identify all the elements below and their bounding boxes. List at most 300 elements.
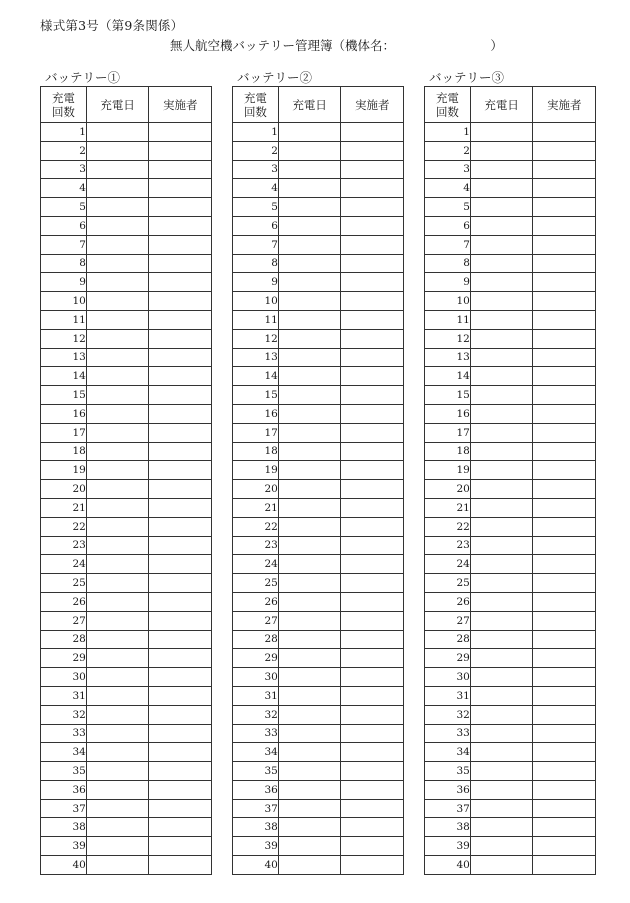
- operator-cell[interactable]: [149, 837, 212, 856]
- operator-cell[interactable]: [341, 705, 404, 724]
- charge-date-cell[interactable]: [86, 555, 149, 574]
- operator-cell[interactable]: [149, 141, 212, 160]
- charge-date-cell[interactable]: [86, 254, 149, 273]
- operator-cell[interactable]: [533, 799, 596, 818]
- charge-date-cell[interactable]: [278, 216, 341, 235]
- charge-date-cell[interactable]: [470, 348, 533, 367]
- charge-date-cell[interactable]: [470, 367, 533, 386]
- charge-date-cell[interactable]: [470, 292, 533, 311]
- table-row: [41, 818, 212, 837]
- operator-cell[interactable]: [149, 386, 212, 405]
- charge-count-cell: 2: [41, 141, 87, 160]
- charge-date-header: 充電日: [470, 87, 533, 123]
- charge-count-cell: 16: [425, 404, 471, 423]
- operator-cell[interactable]: [533, 686, 596, 705]
- charge-date-cell[interactable]: [470, 480, 533, 499]
- charge-date-cell[interactable]: [86, 780, 149, 799]
- charge-date-cell[interactable]: [278, 574, 341, 593]
- table-row: [233, 743, 404, 762]
- charge-date-cell[interactable]: [470, 743, 533, 762]
- operator-cell[interactable]: [533, 123, 596, 142]
- table-row: [425, 480, 596, 499]
- charge-count-cell: 28: [233, 630, 279, 649]
- charge-count-cell: 16: [41, 404, 87, 423]
- operator-cell[interactable]: [533, 649, 596, 668]
- charge-count-cell: 5: [41, 198, 87, 217]
- charge-count-cell: 6: [425, 216, 471, 235]
- charge-date-cell[interactable]: [278, 724, 341, 743]
- charge-count-cell: 12: [425, 329, 471, 348]
- operator-cell[interactable]: [149, 686, 212, 705]
- charge-date-cell[interactable]: [470, 668, 533, 687]
- operator-cell[interactable]: [149, 517, 212, 536]
- charge-date-cell[interactable]: [278, 292, 341, 311]
- charge-date-cell[interactable]: [278, 273, 341, 292]
- operator-cell[interactable]: [341, 818, 404, 837]
- charge-count-cell: 32: [41, 705, 87, 724]
- operator-cell[interactable]: [341, 160, 404, 179]
- table-row: [41, 123, 212, 142]
- charge-date-cell[interactable]: [86, 123, 149, 142]
- charge-date-cell[interactable]: [86, 799, 149, 818]
- operator-cell[interactable]: [341, 686, 404, 705]
- charge-date-cell[interactable]: [470, 235, 533, 254]
- operator-cell[interactable]: [533, 423, 596, 442]
- charge-date-cell[interactable]: [278, 404, 341, 423]
- operator-cell[interactable]: [533, 292, 596, 311]
- charge-count-cell: 14: [233, 367, 279, 386]
- table-row: [41, 329, 212, 348]
- operator-cell[interactable]: [149, 480, 212, 499]
- charge-count-cell: 9: [41, 273, 87, 292]
- charge-date-cell[interactable]: [86, 179, 149, 198]
- operator-cell[interactable]: [533, 724, 596, 743]
- operator-cell[interactable]: [533, 348, 596, 367]
- operator-cell[interactable]: [149, 498, 212, 517]
- operator-cell[interactable]: [149, 856, 212, 875]
- charge-date-cell[interactable]: [278, 555, 341, 574]
- charge-date-cell[interactable]: [86, 442, 149, 461]
- charge-date-cell[interactable]: [470, 818, 533, 837]
- operator-cell[interactable]: [341, 724, 404, 743]
- charge-count-cell: 27: [41, 611, 87, 630]
- table-row: [41, 743, 212, 762]
- operator-cell[interactable]: [341, 592, 404, 611]
- operator-cell[interactable]: [341, 837, 404, 856]
- charge-count-cell: 24: [41, 555, 87, 574]
- operator-cell[interactable]: [533, 837, 596, 856]
- operator-cell[interactable]: [533, 310, 596, 329]
- battery-log-table: [424, 86, 596, 875]
- charge-count-cell: 8: [41, 254, 87, 273]
- charge-date-cell[interactable]: [86, 235, 149, 254]
- operator-cell[interactable]: [341, 179, 404, 198]
- charge-date-cell[interactable]: [86, 649, 149, 668]
- operator-cell[interactable]: [341, 123, 404, 142]
- operator-cell[interactable]: [149, 592, 212, 611]
- charge-date-cell[interactable]: [86, 423, 149, 442]
- table-row: [233, 686, 404, 705]
- operator-cell[interactable]: [533, 141, 596, 160]
- charge-date-cell[interactable]: [86, 273, 149, 292]
- table-row: [41, 235, 212, 254]
- operator-cell[interactable]: [149, 743, 212, 762]
- operator-cell[interactable]: [341, 461, 404, 480]
- charge-count-cell: 4: [233, 179, 279, 198]
- charge-date-cell[interactable]: [470, 762, 533, 781]
- operator-cell[interactable]: [533, 818, 596, 837]
- charge-date-cell[interactable]: [470, 592, 533, 611]
- charge-date-cell[interactable]: [278, 818, 341, 837]
- charge-date-cell[interactable]: [278, 254, 341, 273]
- charge-date-cell[interactable]: [86, 386, 149, 405]
- table-row: [41, 292, 212, 311]
- charge-date-cell[interactable]: [86, 141, 149, 160]
- operator-cell[interactable]: [341, 292, 404, 311]
- charge-date-cell[interactable]: [470, 273, 533, 292]
- operator-cell[interactable]: [149, 254, 212, 273]
- operator-cell[interactable]: [533, 216, 596, 235]
- charge-date-cell[interactable]: [278, 611, 341, 630]
- charge-date-cell[interactable]: [470, 837, 533, 856]
- charge-count-cell: 2: [425, 141, 471, 160]
- charge-date-cell[interactable]: [86, 611, 149, 630]
- operator-cell[interactable]: [149, 461, 212, 480]
- charge-date-cell[interactable]: [86, 856, 149, 875]
- operator-cell[interactable]: [149, 179, 212, 198]
- operator-cell[interactable]: [533, 273, 596, 292]
- charge-count-cell: 21: [425, 498, 471, 517]
- operator-cell[interactable]: [149, 724, 212, 743]
- operator-cell[interactable]: [341, 423, 404, 442]
- charge-count-cell: 15: [425, 386, 471, 405]
- charge-date-cell[interactable]: [470, 329, 533, 348]
- operator-cell[interactable]: [149, 649, 212, 668]
- charge-date-cell[interactable]: [470, 705, 533, 724]
- charge-date-cell[interactable]: [470, 536, 533, 555]
- operator-cell[interactable]: [533, 630, 596, 649]
- operator-header: 実施者: [149, 87, 212, 123]
- operator-cell[interactable]: [341, 799, 404, 818]
- charge-date-cell[interactable]: [86, 818, 149, 837]
- charge-date-cell[interactable]: [470, 686, 533, 705]
- operator-cell[interactable]: [149, 160, 212, 179]
- table-row: [233, 141, 404, 160]
- charge-date-cell[interactable]: [470, 216, 533, 235]
- operator-cell[interactable]: [149, 762, 212, 781]
- charge-date-cell[interactable]: [278, 498, 341, 517]
- charge-date-cell[interactable]: [86, 404, 149, 423]
- operator-cell[interactable]: [149, 630, 212, 649]
- charge-date-cell[interactable]: [278, 329, 341, 348]
- charge-date-cell[interactable]: [278, 461, 341, 480]
- operator-cell[interactable]: [149, 705, 212, 724]
- charge-count-cell: 3: [233, 160, 279, 179]
- charge-date-cell[interactable]: [86, 574, 149, 593]
- operator-cell[interactable]: [341, 198, 404, 217]
- charge-date-cell[interactable]: [86, 498, 149, 517]
- operator-cell[interactable]: [341, 743, 404, 762]
- operator-cell[interactable]: [533, 574, 596, 593]
- charge-date-cell[interactable]: [470, 856, 533, 875]
- charge-date-cell[interactable]: [470, 630, 533, 649]
- operator-cell[interactable]: [149, 123, 212, 142]
- table-row: [41, 367, 212, 386]
- charge-date-cell[interactable]: [470, 517, 533, 536]
- charge-date-cell[interactable]: [470, 780, 533, 799]
- table-row: [425, 273, 596, 292]
- operator-cell[interactable]: [149, 818, 212, 837]
- charge-date-cell[interactable]: [470, 724, 533, 743]
- operator-cell[interactable]: [533, 179, 596, 198]
- charge-date-cell[interactable]: [86, 461, 149, 480]
- table-row: [233, 780, 404, 799]
- operator-cell[interactable]: [341, 611, 404, 630]
- charge-date-cell[interactable]: [470, 649, 533, 668]
- charge-date-cell[interactable]: [470, 198, 533, 217]
- operator-cell[interactable]: [149, 348, 212, 367]
- charge-date-cell[interactable]: [278, 856, 341, 875]
- charge-date-cell[interactable]: [470, 404, 533, 423]
- operator-cell[interactable]: [533, 480, 596, 499]
- charge-date-cell[interactable]: [278, 705, 341, 724]
- table-row: [425, 367, 596, 386]
- operator-cell[interactable]: [149, 404, 212, 423]
- operator-cell[interactable]: [149, 442, 212, 461]
- operator-cell[interactable]: [533, 517, 596, 536]
- charge-date-cell[interactable]: [470, 498, 533, 517]
- charge-date-cell[interactable]: [86, 668, 149, 687]
- operator-cell[interactable]: [341, 329, 404, 348]
- operator-cell[interactable]: [533, 386, 596, 405]
- operator-cell[interactable]: [341, 273, 404, 292]
- charge-date-cell[interactable]: [278, 123, 341, 142]
- operator-cell[interactable]: [533, 160, 596, 179]
- charge-date-cell[interactable]: [278, 480, 341, 499]
- charge-date-cell[interactable]: [86, 837, 149, 856]
- charge-count-cell: 30: [41, 668, 87, 687]
- table-row: [233, 310, 404, 329]
- charge-date-cell[interactable]: [86, 517, 149, 536]
- table-row: [41, 762, 212, 781]
- table-row: [425, 630, 596, 649]
- operator-cell[interactable]: [149, 611, 212, 630]
- operator-cell[interactable]: [341, 310, 404, 329]
- charge-date-cell[interactable]: [278, 141, 341, 160]
- operator-cell[interactable]: [533, 705, 596, 724]
- charge-date-cell[interactable]: [278, 762, 341, 781]
- charge-count-cell: 12: [41, 329, 87, 348]
- operator-cell[interactable]: [149, 329, 212, 348]
- charge-date-cell[interactable]: [278, 235, 341, 254]
- table-row: [233, 123, 404, 142]
- charge-date-cell[interactable]: [86, 198, 149, 217]
- charge-date-cell[interactable]: [470, 141, 533, 160]
- charge-count-cell: 23: [425, 536, 471, 555]
- operator-cell[interactable]: [341, 235, 404, 254]
- charge-date-cell[interactable]: [278, 517, 341, 536]
- charge-date-cell[interactable]: [278, 592, 341, 611]
- charge-date-cell[interactable]: [470, 574, 533, 593]
- operator-cell[interactable]: [341, 254, 404, 273]
- operator-cell[interactable]: [533, 442, 596, 461]
- charge-date-cell[interactable]: [278, 630, 341, 649]
- charge-date-cell[interactable]: [86, 292, 149, 311]
- charge-count-cell: 36: [41, 780, 87, 799]
- charge-date-cell[interactable]: [470, 555, 533, 574]
- operator-cell[interactable]: [533, 329, 596, 348]
- charge-date-cell[interactable]: [278, 686, 341, 705]
- operator-cell[interactable]: [533, 235, 596, 254]
- charge-date-cell[interactable]: [470, 442, 533, 461]
- charge-date-cell[interactable]: [470, 799, 533, 818]
- charge-date-cell[interactable]: [278, 348, 341, 367]
- operator-cell[interactable]: [341, 649, 404, 668]
- operator-cell[interactable]: [149, 423, 212, 442]
- table-row: [233, 498, 404, 517]
- charge-date-cell[interactable]: [86, 367, 149, 386]
- charge-date-cell[interactable]: [278, 423, 341, 442]
- table-row: [233, 461, 404, 480]
- charge-date-cell[interactable]: [278, 536, 341, 555]
- charge-date-cell[interactable]: [278, 837, 341, 856]
- table-row: [233, 367, 404, 386]
- operator-cell[interactable]: [341, 141, 404, 160]
- operator-cell[interactable]: [341, 668, 404, 687]
- charge-date-cell[interactable]: [470, 179, 533, 198]
- operator-cell[interactable]: [533, 254, 596, 273]
- charge-date-cell[interactable]: [86, 536, 149, 555]
- charge-date-cell[interactable]: [470, 310, 533, 329]
- charge-date-cell[interactable]: [470, 386, 533, 405]
- operator-cell[interactable]: [149, 273, 212, 292]
- operator-cell[interactable]: [341, 348, 404, 367]
- operator-cell[interactable]: [341, 536, 404, 555]
- operator-cell[interactable]: [341, 498, 404, 517]
- operator-cell[interactable]: [533, 762, 596, 781]
- operator-cell[interactable]: [341, 367, 404, 386]
- charge-date-cell[interactable]: [278, 160, 341, 179]
- charge-date-cell[interactable]: [86, 762, 149, 781]
- operator-cell[interactable]: [341, 630, 404, 649]
- operator-cell[interactable]: [149, 668, 212, 687]
- operator-cell[interactable]: [341, 386, 404, 405]
- charge-date-cell[interactable]: [86, 310, 149, 329]
- operator-cell[interactable]: [533, 198, 596, 217]
- charge-date-cell[interactable]: [278, 780, 341, 799]
- charge-date-cell[interactable]: [86, 480, 149, 499]
- operator-cell[interactable]: [533, 367, 596, 386]
- operator-cell[interactable]: [533, 611, 596, 630]
- charge-date-cell[interactable]: [86, 216, 149, 235]
- operator-cell[interactable]: [149, 799, 212, 818]
- table-row: [425, 310, 596, 329]
- operator-cell[interactable]: [341, 480, 404, 499]
- charge-date-cell[interactable]: [470, 160, 533, 179]
- charge-date-cell[interactable]: [278, 179, 341, 198]
- operator-cell[interactable]: [341, 216, 404, 235]
- charge-date-cell[interactable]: [86, 743, 149, 762]
- table-row: [233, 649, 404, 668]
- charge-date-cell[interactable]: [278, 668, 341, 687]
- operator-cell[interactable]: [149, 536, 212, 555]
- operator-cell[interactable]: [341, 780, 404, 799]
- operator-cell[interactable]: [149, 367, 212, 386]
- operator-cell[interactable]: [149, 574, 212, 593]
- operator-cell[interactable]: [149, 310, 212, 329]
- operator-cell[interactable]: [533, 856, 596, 875]
- charge-count-cell: 39: [233, 837, 279, 856]
- charge-date-cell[interactable]: [86, 329, 149, 348]
- charge-date-cell[interactable]: [278, 367, 341, 386]
- charge-date-cell[interactable]: [470, 461, 533, 480]
- charge-count-cell: 39: [425, 837, 471, 856]
- charge-date-cell[interactable]: [86, 724, 149, 743]
- operator-cell[interactable]: [341, 856, 404, 875]
- operator-cell[interactable]: [533, 592, 596, 611]
- operator-header: 実施者: [533, 87, 596, 123]
- charge-count-cell: 31: [233, 686, 279, 705]
- table-row: [233, 592, 404, 611]
- table-row: [233, 386, 404, 405]
- charge-date-cell[interactable]: [86, 705, 149, 724]
- operator-cell[interactable]: [341, 442, 404, 461]
- charge-date-cell[interactable]: [86, 686, 149, 705]
- charge-date-cell[interactable]: [278, 442, 341, 461]
- operator-cell[interactable]: [341, 574, 404, 593]
- charge-count-cell: 7: [41, 235, 87, 254]
- operator-cell[interactable]: [149, 292, 212, 311]
- operator-cell[interactable]: [149, 780, 212, 799]
- table-row: [425, 818, 596, 837]
- operator-cell[interactable]: [533, 404, 596, 423]
- charge-date-cell[interactable]: [86, 630, 149, 649]
- table-row: [41, 498, 212, 517]
- charge-count-cell: 6: [41, 216, 87, 235]
- operator-cell[interactable]: [533, 555, 596, 574]
- operator-cell[interactable]: [533, 780, 596, 799]
- operator-cell[interactable]: [533, 668, 596, 687]
- charge-date-cell[interactable]: [278, 386, 341, 405]
- operator-cell[interactable]: [533, 461, 596, 480]
- operator-cell[interactable]: [533, 536, 596, 555]
- charge-date-cell[interactable]: [470, 423, 533, 442]
- operator-cell[interactable]: [149, 198, 212, 217]
- operator-cell[interactable]: [533, 498, 596, 517]
- operator-cell[interactable]: [533, 743, 596, 762]
- charge-date-cell[interactable]: [278, 799, 341, 818]
- table-row: [41, 837, 212, 856]
- charge-date-cell[interactable]: [278, 310, 341, 329]
- table-row: [425, 198, 596, 217]
- operator-cell[interactable]: [341, 555, 404, 574]
- operator-cell[interactable]: [149, 216, 212, 235]
- operator-cell[interactable]: [341, 517, 404, 536]
- charge-date-cell[interactable]: [470, 123, 533, 142]
- charge-date-cell[interactable]: [470, 254, 533, 273]
- charge-date-cell[interactable]: [86, 592, 149, 611]
- charge-date-cell[interactable]: [278, 198, 341, 217]
- charge-date-cell[interactable]: [86, 348, 149, 367]
- charge-date-cell[interactable]: [278, 649, 341, 668]
- operator-cell[interactable]: [341, 404, 404, 423]
- operator-cell[interactable]: [341, 762, 404, 781]
- charge-date-cell[interactable]: [278, 743, 341, 762]
- charge-date-cell[interactable]: [86, 160, 149, 179]
- charge-date-cell[interactable]: [470, 611, 533, 630]
- operator-cell[interactable]: [149, 555, 212, 574]
- operator-cell[interactable]: [149, 235, 212, 254]
